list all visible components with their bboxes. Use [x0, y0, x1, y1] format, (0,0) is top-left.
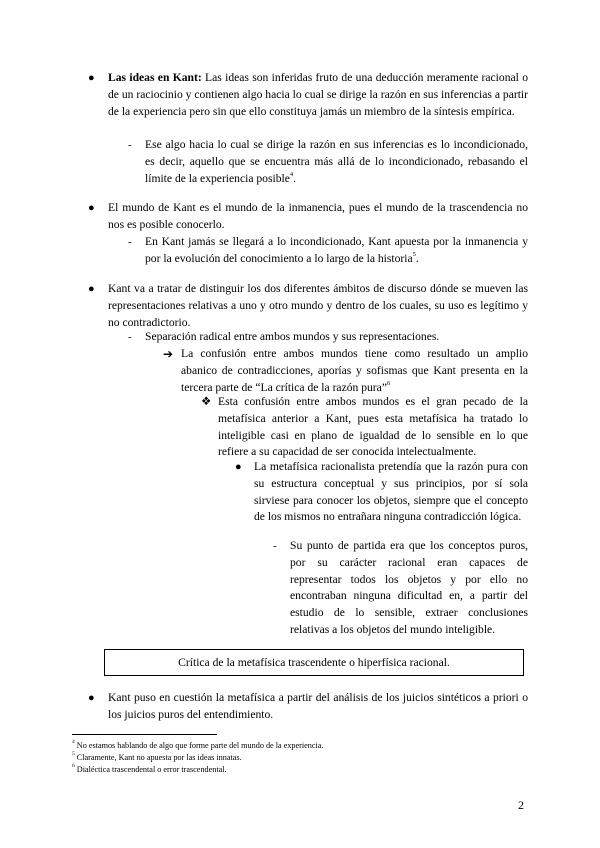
bullet-marker: ● [88, 72, 95, 84]
footnote-separator [72, 734, 217, 735]
footnote-number: 4 [72, 739, 75, 746]
paragraph-text: Las ideas son inferidas fruto de una deducción meramente racional o de un raciocinio y contienen algo hacia lo cual se dirige la razón en sus inferencias a partir de la experiencia pero sin que ello constituya jamás un miembro de la síntesis empírica. [108, 71, 528, 118]
dash-paragraph-punto-de-partida: Su punto de partida era que los conceptos puros, por su carácter racional eran capaces de representar todos los objetos y por ello no encontraban ninguna dificultad en, a partir del estudio de lo sensible, extraer conclusiones relativas a los objetos del mundo inteligible. [290, 539, 528, 636]
sub-paragraph-text: En Kant jamás se llegará a lo incondicionado, Kant apuesta por la inmanencia y por la evolución del conocimiento a lo largo de la historia [145, 235, 528, 265]
footnote-4 [72, 740, 323, 751]
sub-paragraph-evolucion [145, 234, 528, 268]
arrow-icon: ➔ [163, 347, 174, 361]
dash-marker: - [128, 331, 132, 343]
footnote-ref[interactable]: 4 [289, 170, 294, 178]
footnote-number: 6 [72, 763, 75, 770]
footnote-ref[interactable]: 5 [412, 250, 416, 258]
dot-paragraph-metafisica-racionalista: La metafísica racionalista pretendía que la razón pura con su estructura conceptual y sus principios, por sí sola sirviese para conocer los objetos, siempre que el concepto de los mismos no entrañara ninguna contradicción lógica. [254, 460, 528, 524]
footnote-6 [72, 764, 227, 775]
bullet-marker: ● [88, 692, 95, 704]
diamond-bullet-icon: ❖ [201, 396, 212, 408]
paragraph-inmanencia: El mundo de Kant es el mundo de la inmanencia, pues el mundo de la trascendencia no nos es posible conocerlo. [108, 201, 528, 231]
dash-marker: - [128, 139, 132, 151]
bullet-marker: ● [88, 283, 95, 295]
sub-paragraph-separacion: Separación radical entre ambos mundos y sus representaciones. [145, 330, 440, 343]
paragraph-ideas-en-kant [108, 70, 528, 120]
sub-paragraph-text: Ese algo hacia lo cual se dirige la razón en sus inferencias es lo incondicionado, es decir, aquello que se encuentra más allá de lo incondicionado, rebasando el límite de la experiencia posible [145, 138, 528, 185]
sub-paragraph-tail: . [415, 251, 419, 265]
bullet-marker: ● [235, 461, 242, 473]
footnote-number: 5 [72, 751, 75, 758]
footnote-text: Dialéctica trascendental o error trascendental. [74, 765, 227, 774]
footnote-5 [72, 752, 242, 763]
paragraph-juicios-sinteticos: Kant puso en cuestión la metafísica a partir del análisis de los juicios sintéticos a priori o los juicios puros del entendimiento. [108, 691, 528, 721]
dash-marker: - [273, 540, 277, 552]
boxed-section-title: Crítica de la metafísica trascendente o hiperfísica racional. [104, 649, 524, 676]
arrow-paragraph-text: La confusión entre ambos mundos tiene como resultado un amplio abanico de contradicciones, aporías y sofismas que Kant presenta en la tercera parte de “La crítica de la razón pura” [181, 347, 528, 394]
dash-marker: - [128, 236, 132, 248]
paragraph-heading: Las ideas en Kant: [108, 71, 202, 84]
footnote-ref[interactable]: 6 [386, 379, 391, 387]
bullet-marker: ● [88, 202, 95, 214]
paragraph-ambitos-discurso: Kant va a tratar de distinguir los dos diferentes ámbitos de discurso dónde se mueven las representaciones relativas a uno y otro mundo y dentro de los cuales, su uso es legítimo y no contradictorio. [108, 282, 528, 329]
sub-paragraph-tail: . [293, 171, 297, 185]
footnote-text: No estamos hablando de algo que forme parte del mundo de la experiencia. [74, 741, 324, 750]
page-number: 2 [518, 798, 524, 812]
footnote-text: Claramente, Kant no apuesta por las ideas innatas. [74, 753, 242, 762]
diamond-paragraph-gran-pecado: Esta confusión entre ambos mundos es el gran pecado de la metafísica anterior a Kant, pues esta metafísica ha tratado lo inteligible casi en plano de igualdad de lo sensible en lo que refiere a su capacidad de ser conocida intelectualmente. [218, 395, 528, 459]
sub-paragraph-incondicionado [145, 137, 528, 187]
arrow-paragraph-confusion [181, 346, 528, 396]
